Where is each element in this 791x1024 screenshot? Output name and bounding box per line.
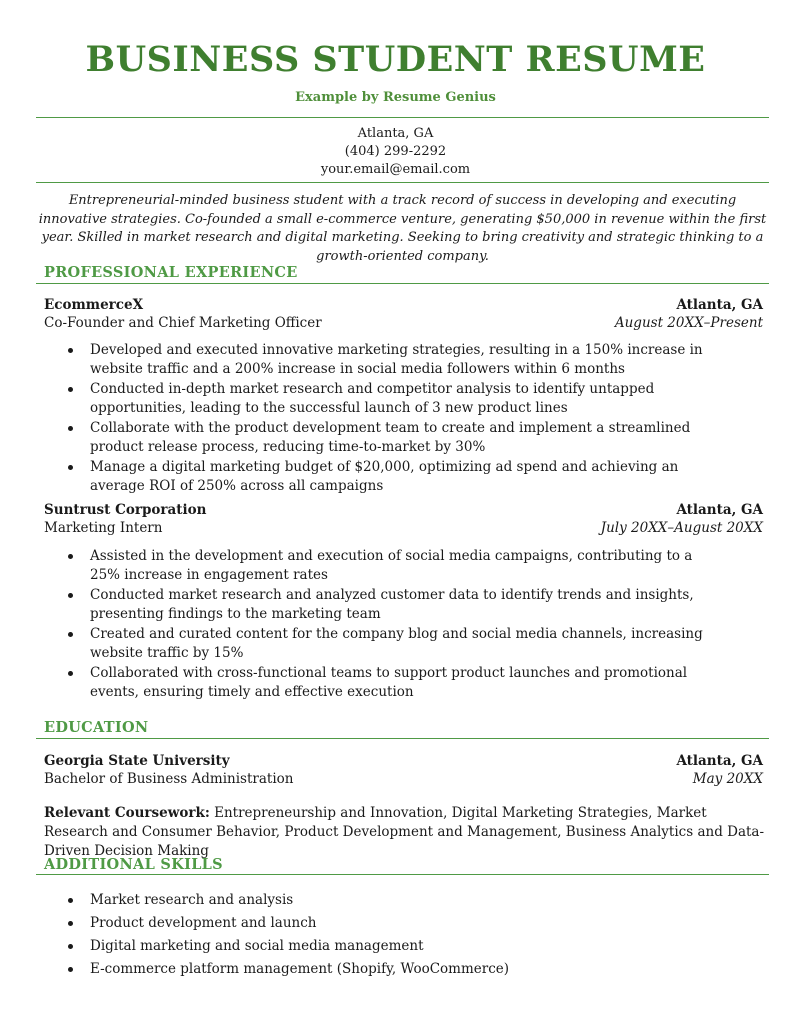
contact-phone: (404) 299-2292 [344, 144, 447, 159]
header-divider-bottom [36, 182, 769, 183]
job-bullets [44, 547, 724, 703]
coursework-label: Relevant Coursework: [44, 805, 210, 821]
relevant-coursework [44, 804, 769, 861]
education-location: Atlanta, GA [676, 753, 763, 769]
list-item: Market research and analysis [44, 891, 724, 910]
list-item: Assisted in the development and execution of social media campaigns, contributing to a 25% increase in engagement rates [44, 547, 724, 584]
education-date: May 20XX [692, 771, 763, 787]
job-company: Suntrust Corporation [44, 502, 207, 518]
professional-summary: Entrepreneurial-minded business student with a track record of success in developing and executing innovative strategies. Co-founded a small e-commerce venture, generating $50,000 in revenue within the first year. Skilled in market research and digital marketing. Seeking to bring creativity and strategic thinking to a growth-oriented company. [38, 193, 767, 264]
education-school: Georgia State University [44, 753, 230, 769]
skills-heading: ADDITIONAL SKILLS [44, 856, 223, 873]
list-item: Collaborate with the product development team to create and implement a streamlined product release process, reducing time-to-market by 30% [44, 419, 724, 456]
list-item: Product development and launch [44, 914, 724, 933]
list-item: Digital marketing and social media management [44, 937, 724, 956]
job-location: Atlanta, GA [676, 297, 763, 313]
skills-divider [36, 874, 769, 875]
header-divider-top [36, 117, 769, 118]
experience-heading: PROFESSIONAL EXPERIENCE [44, 264, 298, 281]
job-role: Co-Founder and Chief Marketing Officer [44, 315, 322, 331]
list-item: Conducted market research and analyzed customer data to identify trends and insights, presenting findings to the marketing team [44, 586, 724, 623]
list-item: E-commerce platform management (Shopify, WooCommerce) [44, 960, 724, 979]
education-heading: EDUCATION [44, 719, 149, 736]
coursework-text: Entrepreneurship and Innovation, Digital Marketing Strategies, Market Research and Consumer Behavior, Product Development and Management, Business Analytics and Data-Driven Decision Making [44, 805, 765, 859]
contact-location: Atlanta, GA [357, 126, 434, 141]
job-role: Marketing Intern [44, 520, 163, 536]
list-item: Developed and executed innovative marketing strategies, resulting in a 150% increase in website traffic and a 200% increase in social media followers within 6 months [44, 341, 724, 378]
contact-email: your.email@email.com [320, 162, 471, 177]
skills-list [44, 891, 724, 983]
job-dates: July 20XX–August 20XX [600, 520, 763, 536]
list-item: Created and curated content for the company blog and social media channels, increasing website traffic by 15% [44, 625, 724, 662]
resume-subtitle: Example by Resume Genius [295, 90, 496, 105]
experience-divider [36, 283, 769, 284]
job-location: Atlanta, GA [676, 502, 763, 518]
list-item: Collaborated with cross-functional teams to support product launches and promotional events, ensuring timely and effective execution [44, 664, 724, 701]
job-company: EcommerceX [44, 297, 144, 313]
job-bullets [44, 341, 724, 497]
education-degree: Bachelor of Business Administration [44, 771, 294, 787]
education-divider [36, 738, 769, 739]
job-dates: August 20XX–Present [614, 315, 763, 331]
list-item: Manage a digital marketing budget of $20,000, optimizing ad spend and achieving an average ROI of 250% across all campaigns [44, 458, 724, 495]
resume-title: BUSINESS STUDENT RESUME [85, 39, 706, 80]
list-item: Conducted in-depth market research and competitor analysis to identify untapped opportunities, leading to the successful launch of 3 new product lines [44, 380, 724, 417]
